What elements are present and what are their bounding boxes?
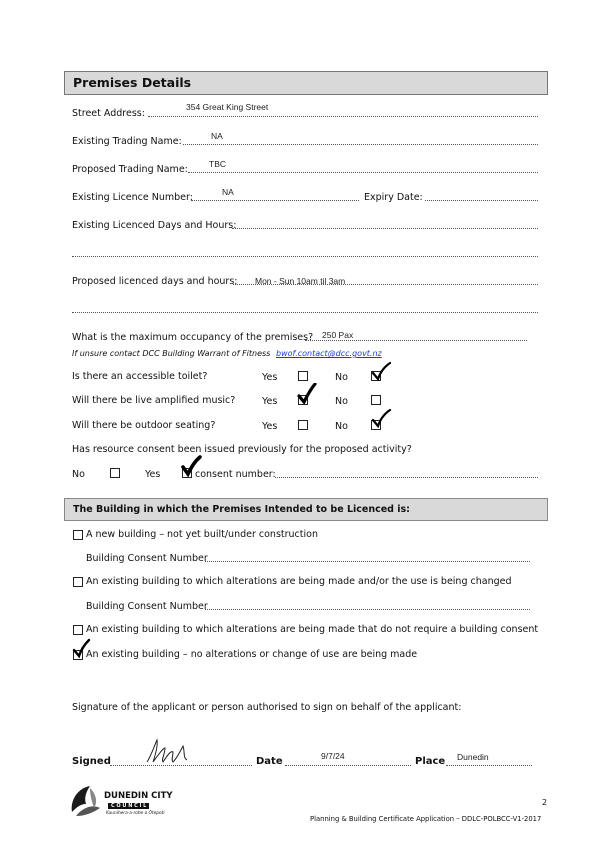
street-address-label: Street Address: [72, 108, 145, 119]
unsure-note: If unsure contact DCC Building Warrant of Fitness [72, 349, 271, 358]
alter-no-consent-label: An existing building to which alterations are being made that do not require a building consent [86, 624, 539, 635]
document-reference: Planning & Building Certificate Application – DDLC-POLBCC-V1-2017 [310, 815, 542, 823]
music-yes-label: Yes [262, 396, 278, 407]
existing-days-hours-label: Existing Licenced Days and Hours: [72, 220, 237, 231]
existing-trading-name-field[interactable] [183, 144, 538, 145]
signature-scribble-icon [143, 736, 189, 766]
premises-section-header [64, 71, 548, 95]
outdoor-question: Will there be outdoor seating? [72, 420, 216, 431]
outdoor-yes-label: Yes [262, 421, 278, 432]
existing-licence-label: Existing Licence Number: [72, 192, 193, 203]
existing-licence-field[interactable] [191, 200, 359, 201]
building-section-header [64, 498, 548, 521]
place-value: Dunedin [457, 752, 489, 762]
place-label: Place [415, 756, 446, 767]
place-field[interactable] [446, 765, 532, 766]
expiry-date-label: Expiry Date: [364, 192, 423, 203]
consent-number-label: consent number: [195, 469, 276, 480]
dcc-logo [68, 782, 188, 824]
consent-number-field-2[interactable] [205, 609, 530, 610]
proposed-trading-name-field[interactable] [188, 172, 538, 173]
logo-line2: C O U N C I L [108, 803, 149, 809]
outdoor-no-label: No [335, 421, 348, 432]
resource-consent-question: Has resource consent been issued previously for the proposed activity? [72, 444, 412, 455]
music-no-checkbox[interactable] [371, 395, 381, 405]
dcc-logo-mark-icon [68, 782, 102, 822]
date-label: Date [256, 756, 283, 767]
date-value: 9/7/24 [321, 751, 345, 761]
outdoor-no-checkmark-icon [370, 408, 392, 430]
logo-line3: Kaunihera-a-rohe o Ōtepoti [106, 811, 165, 816]
toilet-yes-checkbox[interactable] [298, 371, 308, 381]
toilet-question: Is there an accessible toilet? [72, 371, 208, 382]
proposed-hours-value: Mon - Sun 10am til 3am [255, 276, 346, 286]
building-title: The Building in which the Premises Intended to be Licenced is: [73, 504, 410, 515]
alter-no-consent-checkbox[interactable] [73, 625, 83, 635]
page-number: 2 [542, 798, 548, 807]
signature-statement: Signature of the applicant or person authorised to sign on behalf of the applicant: [72, 702, 462, 713]
toilet-no-checkmark-icon [370, 361, 392, 383]
street-address-field[interactable] [148, 116, 538, 117]
music-yes-checkmark-icon [297, 383, 319, 405]
alter-changed-checkbox[interactable] [73, 577, 83, 587]
occupancy-field[interactable] [305, 340, 527, 341]
no-alter-label: An existing building – no alterations or change of use are being made [86, 649, 418, 660]
existing-days-hours-field-line2[interactable] [72, 256, 538, 257]
music-question: Will there be live amplified music? [72, 395, 236, 406]
consent-no-label: No [72, 469, 85, 480]
toilet-no-label: No [335, 372, 348, 383]
logo-line1: DUNEDIN CITY [104, 791, 173, 801]
date-field[interactable] [285, 765, 411, 766]
consent-yes-label: Yes [145, 469, 161, 480]
alter-changed-label: An existing building to which alterations are being made and/or the use is being changed [86, 576, 512, 587]
consent-number-label-1: Building Consent Number [86, 553, 208, 564]
new-building-label: A new building – not yet built/under construction [86, 529, 318, 540]
occupancy-value: 250 Pax [322, 330, 354, 340]
expiry-date-field[interactable] [425, 200, 538, 201]
existing-trading-name-label: Existing Trading Name: [72, 136, 182, 147]
music-no-label: No [335, 396, 348, 407]
consent-number-label-2: Building Consent Number [86, 601, 208, 612]
outdoor-yes-checkbox[interactable] [298, 420, 308, 430]
consent-number-field[interactable] [275, 477, 538, 478]
proposed-hours-label: Proposed licenced days and hours: [72, 276, 238, 287]
bwof-email-link[interactable]: bwof.contact@dcc.govt.nz [276, 349, 382, 358]
proposed-trading-name-label: Proposed Trading Name: [72, 164, 188, 175]
existing-trading-name-value: NA [211, 131, 223, 141]
consent-number-field-1[interactable] [205, 561, 530, 562]
proposed-trading-name-value: TBC [209, 159, 226, 169]
toilet-yes-label: Yes [262, 372, 278, 383]
proposed-hours-field-line2[interactable] [72, 312, 538, 313]
consent-no-checkbox[interactable] [110, 468, 120, 478]
new-building-checkbox[interactable] [73, 530, 83, 540]
existing-days-hours-field[interactable] [232, 228, 538, 229]
premises-title: Premises Details [73, 75, 192, 90]
signed-label: Signed [72, 756, 111, 767]
street-address-value: 354 Great King Street [186, 102, 269, 112]
occupancy-label: What is the maximum occupancy of the premises? [72, 332, 314, 343]
existing-licence-value: NA [222, 187, 234, 197]
